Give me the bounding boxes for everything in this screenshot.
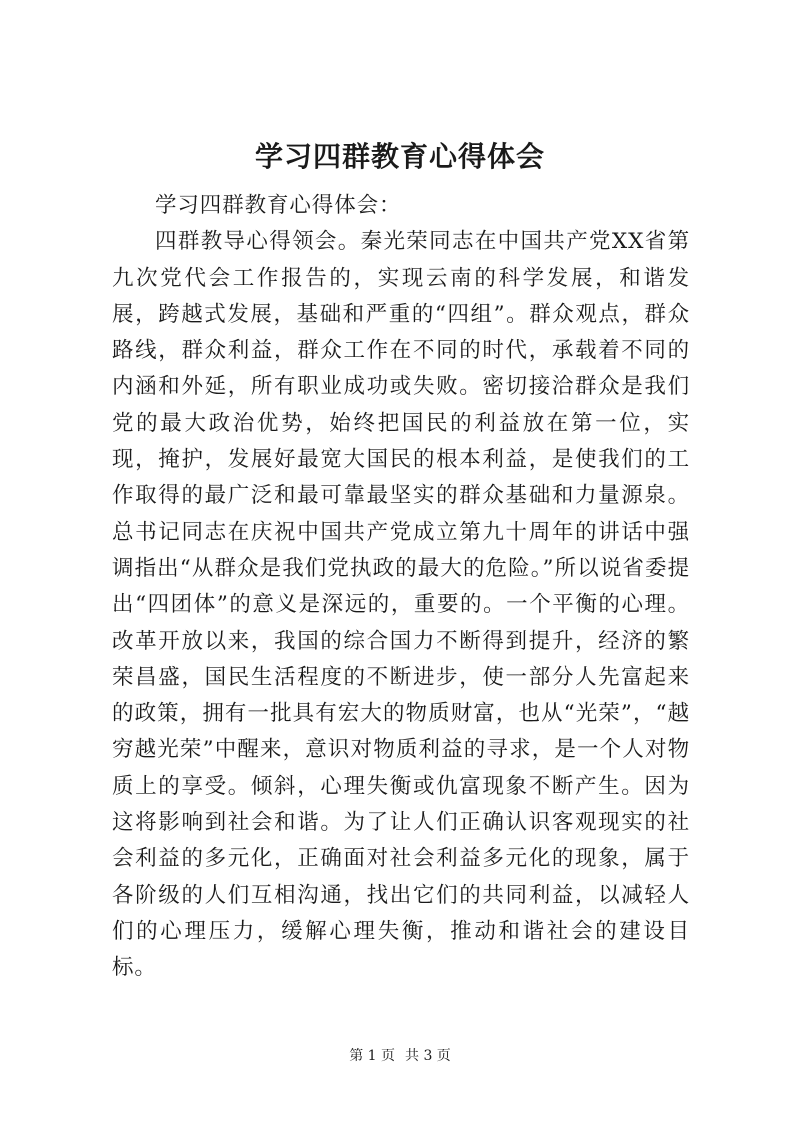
page-total: 共 3 页 — [405, 1048, 451, 1064]
page-footer — [0, 1045, 800, 1065]
main-paragraph: 四群教导心得领会。秦光荣同志在中国共产党XX省第九次党代会工作报告的，实现云南的科学发展，和谐发展，跨越式发展，基础和严重的“四组”。群众观点，群众路线，群众利益，群众工作在不同的时代，承载着不同的内涵和外延，所有职业成功或失败。密切接洽群众是我们党的最大政治优势，始终把国民的利益放在第一位，实现，掩护，发展好最宽大国民的根本利益，是使我们的工作取得的最广泛和最可靠最坚实的群众基础和力量源泉。总书记同志在庆祝中国共产党成立第九十周年的讲话中强调指出“从群众是我们党执政的最大的危险。”所以说省委提出“四团体”的意义是深远的，重要的。一个平衡的心理。改革开放以来，我国的综合国力不断得到提升，经济的繁荣昌盛，国民生活程度的不断进步，使一部分人先富起来的政策，拥有一批具有宏大的物质财富，也从“光荣”，“越穷越光荣”中醒来，意识对物质利益的寻求，是一个人对物质上的享受。倾斜，心理失衡或仇富现象不断产生。因为这将影响到社会和谐。为了让人们正确认识客观现实的社会利益的多元化，正确面对社会利益多元化的现象，属于各阶级的人们互相沟通，找出它们的共同利益，以减轻人们的心理压力，缓解心理失衡，推动和谐社会的建设目标。 — [112, 229, 690, 981]
document-body — [112, 188, 690, 987]
intro-paragraph: 学习四群教育心得体会： — [155, 193, 402, 218]
document-title: 学习四群教育心得体会 — [254, 140, 545, 173]
page-number: 第 1 页 — [349, 1048, 395, 1064]
